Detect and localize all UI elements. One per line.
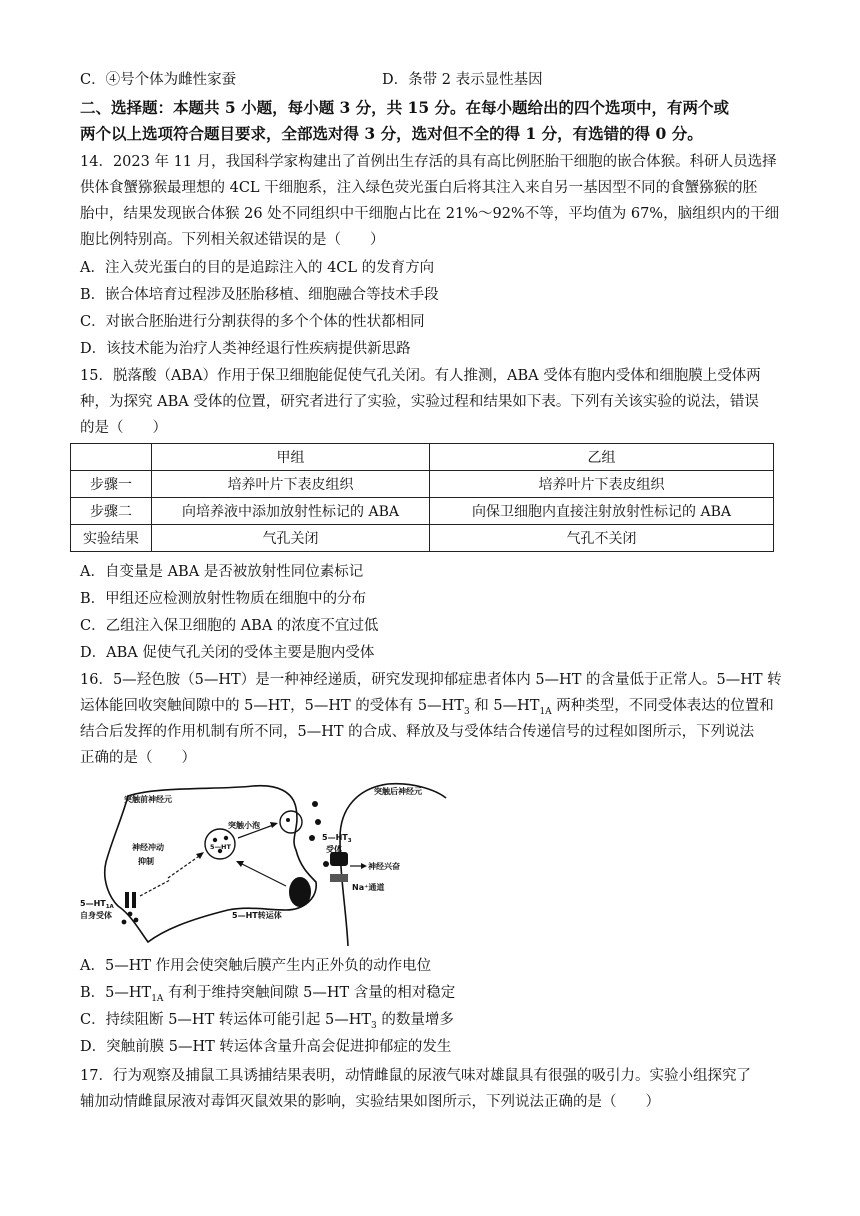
- label-excite: 神经兴奋: [368, 862, 400, 871]
- q15-option-b: B．甲组还应检测放射性物质在细胞中的分布: [80, 591, 367, 607]
- inhibit-arrow: [140, 880, 170, 896]
- section-heading-2: 两个以上选项符合题目要求，全部选对得 3 分，选对但不全的得 1 分，有选错的得 0 分。: [80, 124, 703, 143]
- transporter-protein: [289, 877, 311, 907]
- na-channel: [330, 874, 348, 882]
- q14-option-c: C．对嵌合胚胎进行分割获得的多个个体的性状都相同: [80, 314, 425, 330]
- table-header-cell: 乙组: [430, 444, 774, 471]
- transmitter-dot: [312, 801, 318, 807]
- q14-stem-2: 供体食蟹猕猴最理想的 4CL 干细胞系，注入绿色荧光蛋白后将其注入来自另一基因型不同的食蟹猕猴的胚: [80, 180, 758, 196]
- table-cell: 向保卫细胞内直接注射放射性标记的 ABA: [430, 498, 774, 525]
- label-impulse: 神经冲动: [132, 843, 164, 852]
- table-cell: 步骤二: [71, 498, 152, 525]
- table-header-row: [71, 444, 774, 471]
- label-inhibit: 抑制: [138, 857, 154, 866]
- table-cell: 气孔关闭: [152, 525, 430, 552]
- impulse-arrow: [168, 854, 202, 878]
- q14-option-b: B．嵌合体培育过程涉及胚胎移植、细胞融合等技术手段: [80, 287, 439, 303]
- table-cell: 向培养液中添加放射性标记的 ABA: [152, 498, 430, 525]
- q15-option-d: D．ABA 促使气孔关闭的受体主要是胞内受体: [80, 645, 375, 661]
- q16-stem-1: 16．5—羟色胺（5—HT）是一种神经递质，研究发现抑郁症患者体内 5—HT 的含量低于正常人。5—HT 转: [80, 672, 782, 688]
- table-cell: 步骤一: [71, 471, 152, 498]
- transmitter-dot: [323, 861, 329, 867]
- section-heading: 二、选择题：本题共 5 小题，每小题 3 分，共 15 分。在每小题给出的四个选项中，有两个或: [80, 98, 730, 117]
- table-row: [71, 525, 774, 552]
- q15-stem-1: 15．脱落酸（ABA）作用于保卫细胞能促使气孔关闭。有人推测，ABA 受体有胞内受体和细胞膜上受体两: [80, 368, 761, 384]
- q17-stem-1: 17．行为观察及捕鼠工具诱捕结果表明，动情雌鼠的尿液气味对雄鼠具有很强的吸引力。实验小组探究了: [80, 1068, 751, 1084]
- transmitter-dot: [315, 819, 321, 825]
- label-vesicle-content: 5—HT: [210, 843, 231, 851]
- q14-stem-3: 胎中，结果发现嵌合体猴 26 处不同组织中干细胞占比在 21%～92%不等，平均值为 67%，脑组织内的干细: [80, 206, 780, 222]
- q14-option-a: A．注入荧光蛋白的目的是追踪注入的 4CL 的发育方向: [80, 260, 435, 276]
- table-cell: 培养叶片下表皮组织: [152, 471, 430, 498]
- label-transporter: 5—HT转运体: [232, 911, 282, 920]
- q16-stem-2: 运体能回收突触间隙中的 5—HT，5—HT 的受体有 $5—HT_3$ 和 $5—HT_{1A}$ 两种类型，不同受体表达的位置和: [80, 698, 774, 717]
- label-receptor3-2: 受体: [326, 845, 342, 854]
- option-d-prev: D．条带 2 表示显性基因: [382, 72, 543, 88]
- exocytosis-vesicle: [280, 811, 302, 833]
- experiment-table: [70, 443, 774, 552]
- transmitter-dot: [309, 835, 315, 841]
- label-na-channel: Na⁺通道: [352, 883, 385, 892]
- q16-option-a: A．5—HT 作用会使突触后膜产生内正外负的动作电位: [80, 958, 432, 974]
- q16-stem-4: 正确的是（ ）: [80, 750, 196, 766]
- label-presynaptic: 突触前神经元: [124, 795, 172, 804]
- q16-option-c: C．持续阻断 5—HT 转运体可能引起 $5—HT_3$ 的数量增多: [80, 1012, 454, 1031]
- receptor-5ht3: [330, 852, 348, 866]
- label-autoreceptor-2: 自身受体: [80, 911, 112, 920]
- q14-stem-4: 胞比例特别高。下列相关叙述错误的是（ ）: [80, 232, 385, 248]
- reuptake-arrow: [238, 862, 286, 886]
- q16-stem-3: 结合后发挥的作用机制有所不同，5—HT 的合成、释放及与受体结合传递信号的过程如图所示，下列说法: [80, 724, 755, 740]
- q15-stem-2: 种，为探究 ABA 受体的位置，研究者进行了实验，实验过程和结果如下表。下列有关该实验的说法，错误: [80, 394, 759, 410]
- q15-stem-3: 的是（ ）: [80, 420, 167, 436]
- q16-option-b: B．$5—HT_{1A}$ 有利于维持突触间隙 5—HT 含量的相对稳定: [80, 985, 456, 1004]
- table-row: [71, 471, 774, 498]
- q14-stem-1: 14．2023 年 11 月，我国科学家构建出了首例出生存活的具有高比例胚胎干细胞的嵌合体猴。科研人员选择: [80, 154, 777, 170]
- synapse-diagram: [78, 778, 448, 948]
- table-header-cell: 甲组: [152, 444, 430, 471]
- label-autoreceptor: $5—HT_{1A}$: [80, 899, 114, 910]
- table-cell: 培养叶片下表皮组织: [430, 471, 774, 498]
- option-c-prev: C．④号个体为雌性家蚕: [80, 72, 237, 88]
- table-row: [71, 498, 774, 525]
- table-cell: [71, 444, 152, 471]
- q15-option-c: C．乙组注入保卫细胞的 ABA 的浓度不宜过低: [80, 618, 379, 634]
- q17-stem-2: 辅加动情雌鼠尿液对毒饵灭鼠效果的影响，实验结果如图所示，下列说法正确的是（ ）: [80, 1094, 660, 1110]
- q15-option-a: A．自变量是 ABA 是否被放射性同位素标记: [80, 564, 364, 580]
- table-cell: 实验结果: [71, 525, 152, 552]
- autoreceptor: [125, 892, 129, 908]
- label-vesicle: 突触小泡: [228, 821, 260, 830]
- table-cell: 气孔不关闭: [430, 525, 774, 552]
- label-postsynaptic: 突触后神经元: [374, 787, 422, 796]
- q14-option-d: D．该技术能为治疗人类神经退行性疾病提供新思路: [80, 341, 411, 357]
- label-receptor3: $5—HT_3$: [322, 833, 352, 844]
- q16-option-d: D．突触前膜 5—HT 转运体含量升高会促进抑郁症的发生: [80, 1039, 452, 1055]
